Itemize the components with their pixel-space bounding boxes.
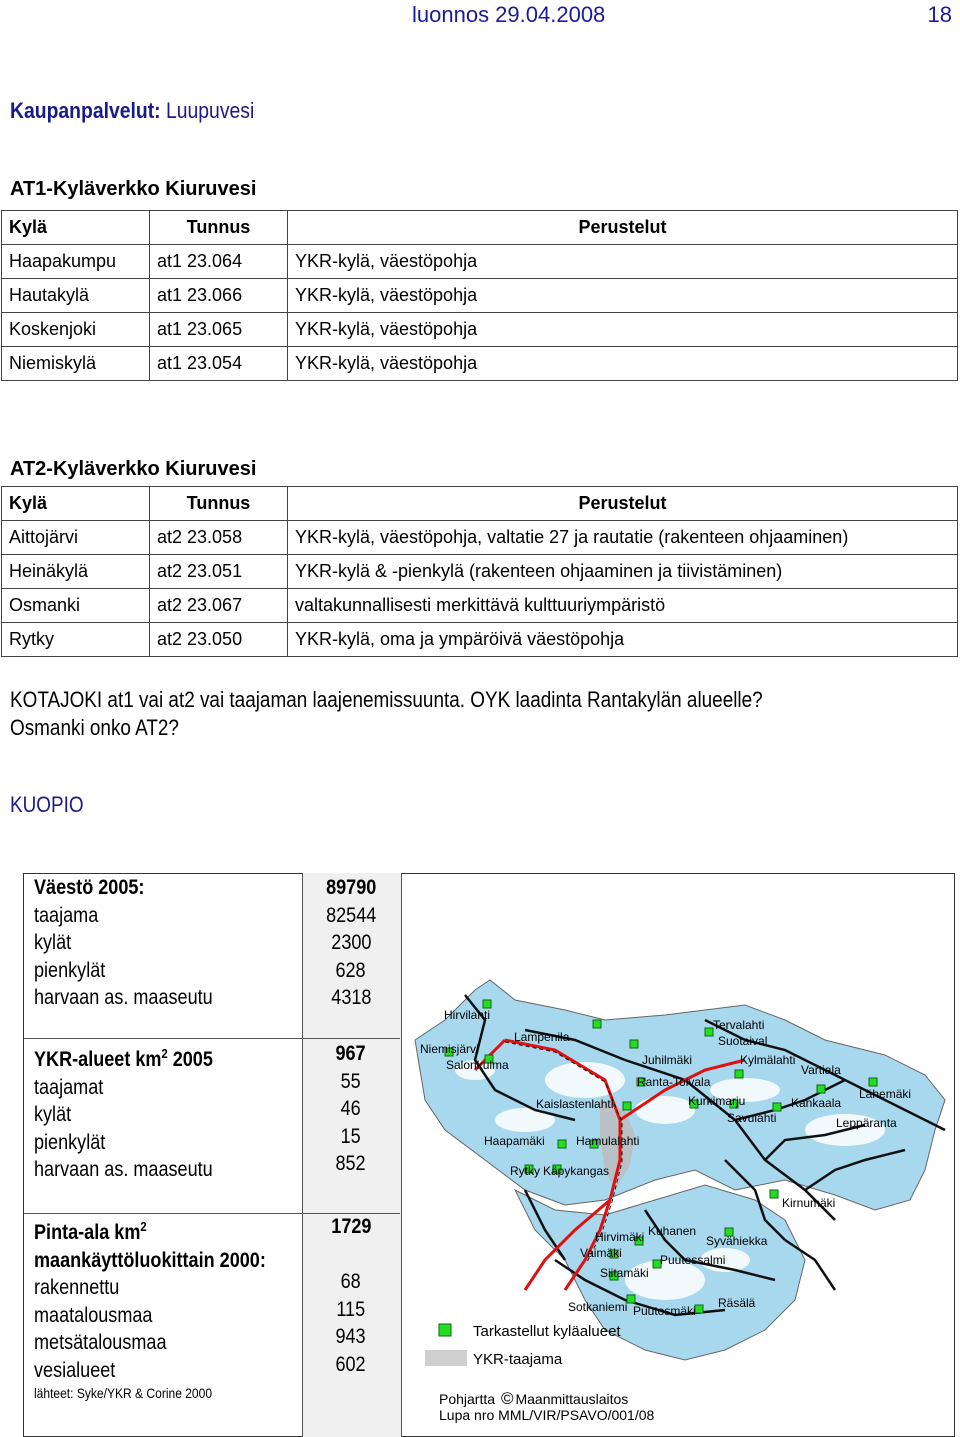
stat-value: 852 [335, 1152, 367, 1175]
col-header-tunnus: Tunnus [150, 487, 288, 521]
stat-label: rakennettu [34, 1276, 120, 1299]
cell-perustelut: YKR-kylä, väestöpohja [288, 313, 958, 347]
population-labels [24, 874, 302, 1014]
table-row [2, 555, 958, 589]
map-label: Lampenila [514, 1030, 570, 1044]
table-row [2, 589, 958, 623]
col-header-perustelut: Perustelut [288, 487, 958, 521]
stat-value: 967 [335, 1042, 367, 1065]
stat-value: 115 [336, 1297, 366, 1321]
stat-value: 15 [340, 1124, 362, 1148]
cell-kyla: Haapakumpu [2, 245, 150, 279]
stat-label: vesialueet [34, 1358, 116, 1382]
cell-perustelut: YKR-kylä, oma ja ympäröivä väestöpohja [288, 623, 958, 657]
map-label: Leppäranta [836, 1116, 897, 1130]
page-number: 18 [927, 2, 952, 27]
map-label: Kirnumäki [782, 1196, 836, 1210]
col-header-kyla: Kylä [2, 487, 150, 521]
cell-kyla: Koskenjoki [2, 313, 150, 347]
stat-label: Väestö 2005: [34, 876, 145, 899]
cell-tunnus: at2 23.067 [150, 589, 288, 623]
cell-tunnus: at2 23.058 [150, 521, 288, 555]
note-line-2: Osmanki onko AT2? [10, 715, 179, 740]
cell-perustelut: YKR-kylä, väestöpohja, valtatie 27 ja rautatie (rakenteen ohjaaminen) [288, 521, 958, 555]
stat-label: harvaan as. maaseutu [34, 1158, 213, 1181]
stat-label: maatalousmaa [34, 1303, 153, 1327]
stat-label: kylät [34, 1103, 72, 1126]
map-label: Kylmälahti [740, 1053, 796, 1067]
cell-tunnus: at1 23.066 [150, 279, 288, 313]
legend-ykr-label: YKR-taajama [473, 1351, 563, 1368]
stat-label: kylät [34, 931, 72, 954]
divider [24, 1038, 400, 1039]
at1-title: AT1-Kyläverkko Kiuruvesi [10, 178, 257, 200]
map-label: Syvähiekka [706, 1234, 768, 1248]
stat-value: 68 [340, 1270, 362, 1293]
at2-table [1, 486, 958, 657]
stat-label: maankäyttöluokittain 2000: [34, 1248, 266, 1272]
cell-tunnus: at1 23.054 [150, 347, 288, 381]
cell-kyla: Rytky [2, 623, 150, 657]
cell-perustelut: YKR-kylä & -pienkylä (rakenteen ohjaaminen ja tiivistäminen) [288, 555, 958, 589]
col-header-kyla: Kylä [2, 211, 150, 245]
cell-kyla: Heinäkylä [2, 555, 150, 589]
source-note: lähteet: Syke/YKR & Corine 2000 [34, 1385, 213, 1401]
table-row [2, 313, 958, 347]
table-header-row [2, 487, 958, 521]
ykr-legend-icon [425, 1350, 467, 1366]
map-label: Hirvilahti [444, 1008, 491, 1022]
stat-label: Pinta-ala $km^2$ [34, 1219, 147, 1244]
section-title-main: Kaupanpalvelut: [10, 98, 161, 123]
village-legend-icon [439, 1324, 451, 1336]
stat-label: taajamat [34, 1075, 104, 1099]
section-subtitle: Luupuvesi [165, 98, 255, 123]
map-label: Tervalahti [713, 1018, 765, 1032]
stat-label: harvaan as. maaseutu [34, 986, 213, 1009]
map-label: Suotaival [718, 1034, 768, 1048]
map-label: Juhilmäki [642, 1053, 693, 1067]
cell-perustelut: valtakunnallisesti merkittävä kulttuuriympäristö [288, 589, 958, 623]
table-row [2, 347, 958, 381]
table-header-row [2, 211, 958, 245]
table-row [2, 279, 958, 313]
map-label: Rytky [510, 1164, 540, 1178]
stat-label: pienkylät [34, 1130, 106, 1154]
table-row [2, 623, 958, 657]
cell-tunnus: at1 23.065 [150, 313, 288, 347]
map-label: Hamulalahti [576, 1134, 640, 1148]
map-label: Hirvimäki [595, 1230, 645, 1244]
cell-kyla: Hautakylä [2, 279, 150, 313]
map-label: Puutosmäki [633, 1304, 696, 1318]
stat-value: 89790 [325, 876, 377, 899]
map-label: Kuhanen [648, 1224, 697, 1238]
map-label: Puutossalmi [660, 1253, 726, 1267]
stat-value: 82544 [325, 903, 377, 927]
map-label: Sotkaniemi [568, 1300, 628, 1314]
map-label: Siitamäki [600, 1266, 649, 1280]
table-row [2, 521, 958, 555]
at1-table [1, 210, 958, 381]
cell-perustelut: YKR-kylä, väestöpohja [288, 279, 958, 313]
map-label: Kaislastenlahti [536, 1097, 614, 1111]
map-label: Lähemäki [859, 1087, 912, 1101]
map-label: Käpykangas [543, 1164, 610, 1178]
stat-label: taajama [34, 903, 99, 927]
copyright-icon: © [500, 1389, 514, 1408]
note-line-1: KOTAJOKI at1 vai at2 vai taajaman laajenemissuunta. OYK laadinta Rantakylän alueelle? [10, 687, 763, 712]
stat-value: 1729 [330, 1215, 372, 1238]
table-row [2, 245, 958, 279]
credit-org: Maanmittauslaitos [515, 1391, 629, 1407]
section-title [10, 98, 288, 124]
map-label: Räsälä [718, 1296, 756, 1310]
stat-value: 602 [335, 1352, 367, 1376]
cell-kyla: Osmanki [2, 589, 150, 623]
col-header-tunnus: Tunnus [150, 211, 288, 245]
cell-perustelut: YKR-kylä, väestöpohja [288, 347, 958, 381]
map-label: Ranta-Toivala [637, 1075, 711, 1089]
cell-kyla: Niemiskylä [2, 347, 150, 381]
col-header-perustelut: Perustelut [288, 211, 958, 245]
kuopio-title: KUOPIO [10, 792, 84, 817]
cell-tunnus: at1 23.064 [150, 245, 288, 279]
map-label: Vartiala [801, 1063, 841, 1077]
legend-villages-label: Tarkastellut kyläalueet [473, 1323, 621, 1340]
stat-label: metsätalousmaa [34, 1331, 167, 1354]
map-label: Niemisjärvi [420, 1042, 479, 1056]
at2-title: AT2-Kyläverkko Kiuruvesi [10, 458, 257, 480]
cell-tunnus: at2 23.051 [150, 555, 288, 589]
map-label: Haapamäki [484, 1134, 545, 1148]
stat-value: 2300 [330, 931, 372, 954]
stat-value: 4318 [330, 986, 372, 1009]
stat-label: pienkylät [34, 958, 106, 982]
note [10, 686, 885, 742]
stat-value: 46 [340, 1097, 362, 1120]
map-credit [439, 1389, 628, 1409]
stat-value: 943 [335, 1325, 367, 1348]
header-date: luonnos 29.04.2008 [412, 2, 606, 27]
map-license: Lupa nro MML/VIR/PSAVO/001/08 [439, 1407, 655, 1423]
stat-label: YKR-alueet $km^2$ 2005 [34, 1046, 213, 1071]
cell-kyla: Aittojärvi [2, 521, 150, 555]
map-label: Savulahti [727, 1111, 777, 1125]
cell-perustelut: YKR-kylä, väestöpohja [288, 245, 958, 279]
stat-value: 628 [335, 958, 367, 982]
stat-value: 55 [340, 1069, 362, 1093]
map-label: Kankaala [791, 1096, 842, 1110]
map-label: Vaimäki [580, 1246, 622, 1260]
map-label: Kurkimarju [688, 1094, 746, 1108]
cell-tunnus: at2 23.050 [150, 623, 288, 657]
map-label: Salonkulma [446, 1058, 509, 1072]
credit-line-1: Pohjartta [439, 1391, 496, 1407]
